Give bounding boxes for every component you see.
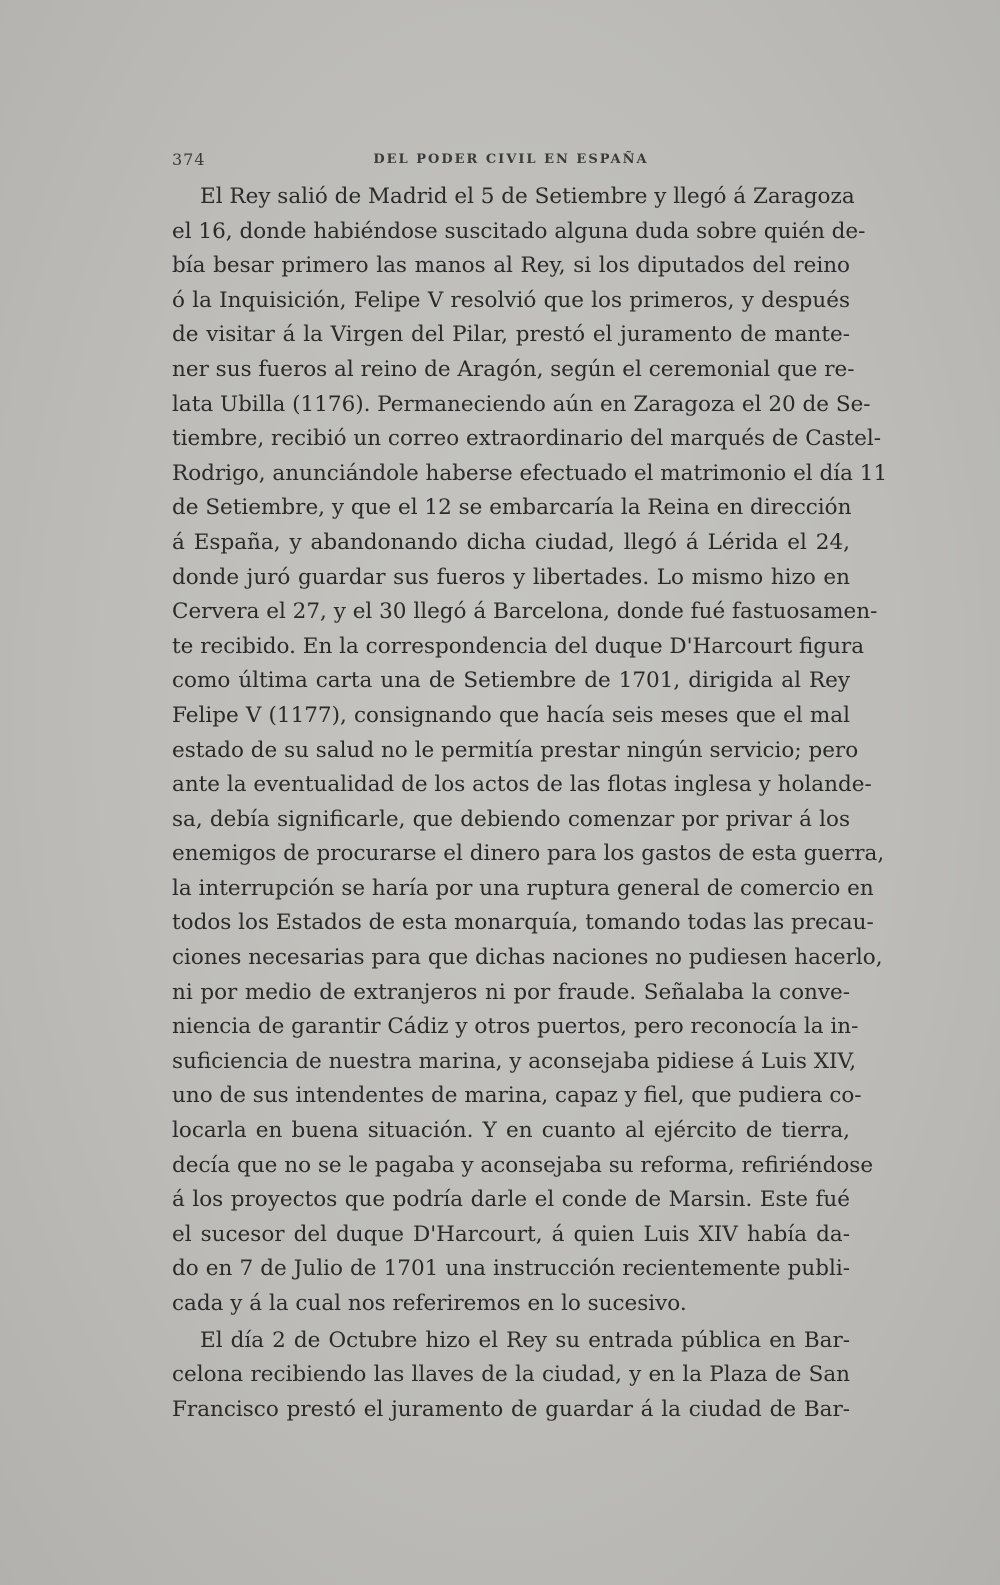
paragraph-1	[172, 180, 888, 1322]
text-line: Felipe V (1177), consignando que hacía seis meses que el mal	[172, 702, 850, 728]
text-line: uno de sus intendentes de marina, capaz y fiel, que pudiera co-	[172, 1083, 862, 1109]
text-line: tiembre, recibió un correo extraordinario del marqués de Castel-	[172, 426, 882, 452]
body-text	[172, 180, 888, 1427]
text-line: El día 2 de Octubre hizo el Rey su entrada pública en Bar-	[200, 1327, 850, 1353]
paragraph-2	[172, 1324, 850, 1428]
text-line: ni por medio de extranjeros ni por fraude. Señalaba la conve-	[172, 979, 850, 1005]
text-line: ó la Inquisición, Felipe V resolvió que los primeros, y después	[172, 287, 850, 313]
text-line: como última carta una de Setiembre de 1701, dirigida al Rey	[172, 668, 850, 694]
text-line: ciones necesarias para que dichas naciones no pudiesen hacerlo,	[172, 945, 883, 971]
text-line: do en 7 de Julio de 1701 una instrucción recientemente publi-	[172, 1256, 850, 1282]
text-line: ante la eventualidad de los actos de las flotas inglesa y holande-	[172, 772, 872, 798]
text-line: á España, y abandonando dicha ciudad, llegó á Lérida el 24,	[172, 529, 850, 555]
text-line: estado de su salud no le permitía prestar ningún servicio; pero	[172, 737, 859, 763]
text-line: todos los Estados de esta monarquía, tomando todas las precau-	[172, 910, 874, 936]
text-line: niencia de garantir Cádiz y otros puertos, pero reconocía la in-	[172, 1014, 859, 1040]
running-head: DEL PODER CIVIL EN ESPAÑA	[373, 152, 649, 167]
text-line: enemigos de procurarse el dinero para los gastos de esta guerra,	[172, 841, 885, 867]
text-line: de visitar á la Virgen del Pilar, prestó el juramento de mante-	[172, 322, 850, 348]
text-line: lata Ubilla (1176). Permaneciendo aún en Zaragoza el 20 de Se-	[172, 391, 871, 417]
text-line: Rodrigo, anunciándole haberse efectuado el matrimonio el día 11	[172, 460, 888, 486]
text-line: Francisco prestó el juramento de guardar á la ciudad de Bar-	[172, 1396, 850, 1422]
page-header	[172, 150, 850, 174]
text-line: sa, debía significarle, que debiendo comenzar por privar á los	[172, 806, 850, 832]
text-line: decía que no se le pagaba y aconsejaba su reforma, refiriéndose	[172, 1152, 874, 1178]
text-line: á los proyectos que podría darle el conde de Marsin. Este fué	[172, 1187, 850, 1213]
text-line: te recibido. En la correspondencia del duque D'Harcourt figura	[172, 633, 865, 659]
text-line: locarla en buena situación. Y en cuanto al ejército de tierra,	[172, 1118, 850, 1144]
text-line: Cervera el 27, y el 30 llegó á Barcelona, donde fué fastuosamen-	[172, 599, 878, 625]
text-line: ner sus fueros al reino de Aragón, según el ceremonial que re-	[172, 356, 855, 382]
text-line: bía besar primero las manos al Rey, si los diputados del reino	[172, 253, 850, 279]
text-line: la interrupción se haría por una ruptura general de comercio en	[172, 875, 874, 901]
text-line: cada y á la cual nos referiremos en lo sucesivo.	[172, 1291, 687, 1316]
text-line: celona recibiendo las llaves de la ciudad, y en la Plaza de San	[172, 1362, 850, 1388]
text-line: suficiencia de nuestra marina, y aconsejaba pidiese á Luis XIV,	[172, 1048, 857, 1074]
text-line: de Setiembre, y que el 12 se embarcaría la Reina en dirección	[172, 495, 852, 521]
text-line: donde juró guardar sus fueros y libertades. Lo mismo hizo en	[172, 564, 850, 590]
text-line: el sucesor del duque D'Harcourt, á quien Luis XIV había da-	[172, 1221, 850, 1247]
text-line: el 16, donde habiéndose suscitado alguna duda sobre quién de-	[172, 218, 866, 244]
page-number: 374	[172, 150, 206, 169]
text-line: El Rey salió de Madrid el 5 de Setiembre y llegó á Zaragoza	[200, 184, 855, 209]
